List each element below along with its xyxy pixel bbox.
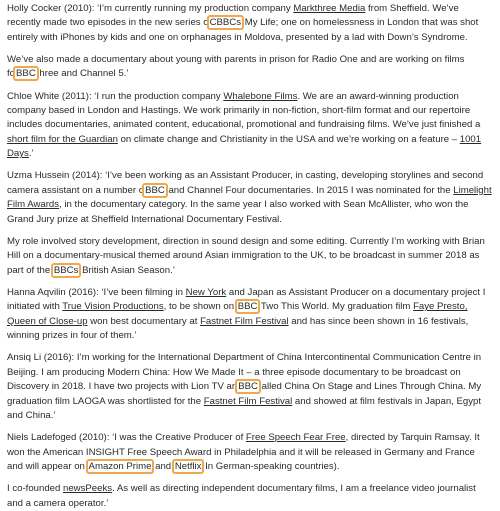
- inline-link[interactable]: short film for the Guardian: [7, 133, 118, 145]
- paragraph-text: , in the documentary category. In the same year I also worked with Sean McAllister, who won the Grand Jury prize at Sheffield International Documentary Festival.: [7, 199, 469, 225]
- paragraph-text: I co-founded: [7, 483, 64, 495]
- highlighted-term: BBC: [145, 184, 165, 196]
- paragraph-text: British Asian Season.’: [79, 264, 175, 276]
- paragraph-text: Ansiq Li (2016): I’m working for the International Department of China Intercontinental Communication Centre in Beijing. I am producing Modern China: How We Made It – a three episode documentary to be broadcast on Discovery in 2018. I have two projects with Lion TV an: [7, 352, 482, 393]
- paragraph-holly-cocker-continued: [7, 53, 493, 82]
- highlighted-term: CBBCs: [209, 17, 242, 29]
- paragraph-text: Niels Ladefoged (2010): ‘I was the Creative Producer of: [7, 432, 246, 444]
- paragraph-text: on climate change and Christianity in the USA and we’re working on a feature –: [117, 133, 460, 145]
- highlighted-term: BBC: [16, 68, 36, 80]
- paragraph-uzma-hussein: [7, 169, 493, 227]
- paragraph-text: Holly Cocker (2010): ‘I’m currently running my production company: [7, 3, 294, 14]
- paragraph-text: Chloe White (2011): ‘I run the production company: [7, 90, 224, 102]
- paragraph-ansiq-li: [7, 351, 493, 423]
- inline-link[interactable]: Whalebone Films: [223, 90, 298, 102]
- paragraph-text: and: [152, 460, 174, 472]
- highlighted-term: BBC: [238, 381, 258, 393]
- paragraph-text: and has since been shown in 16 festivals, winning prizes in four of them.’: [7, 315, 469, 342]
- paragraph-text: . We are an award-winning production company based in London and Hastings. We work primarily in non-fiction, short-film format and our repertoire includes documentaries, animated content, educational, promotional and fundraising films. We’ve just finished a: [7, 90, 481, 131]
- paragraph-text: Two This World. My graduation film: [258, 301, 414, 313]
- inline-link[interactable]: newsPeeks: [63, 483, 113, 495]
- paragraph-text: and Channel Four documentaries. In 2015 I was nominated for the: [165, 184, 454, 196]
- paragraph-text: Uzma Hussein (2014): ‘I’ve been working as an Assistant Producer, in casting, developing storylines and second camera assistant on a number o: [7, 170, 484, 196]
- paragraph-text: won best documentary at: [87, 315, 201, 327]
- highlighted-term: Amazon Prime: [88, 460, 152, 472]
- paragraph-niels-ladefoged: [7, 431, 493, 474]
- paragraph-text: In German-speaking countries).: [202, 460, 340, 472]
- inline-link[interactable]: Faye Presto, Queen of Close-up: [7, 301, 468, 327]
- inline-link[interactable]: Limelight Film Awards: [7, 184, 492, 211]
- paragraph-text: and showed at film festivals in Japan, Egypt and China.’: [7, 395, 482, 421]
- paragraph-text: Hanna Aqvilin (2016): ‘I’ve been filming in: [7, 286, 186, 298]
- inline-link[interactable]: Fastnet Film Festival: [203, 395, 293, 407]
- paragraph-text: , to be shown on: [163, 301, 237, 313]
- paragraph-chloe-white: [7, 90, 493, 162]
- paragraph-niels-ladefoged-continued: [7, 482, 493, 511]
- highlighted-term: Netflix: [174, 460, 202, 472]
- paragraph-text: hree and Channel 5.’: [36, 68, 129, 80]
- paragraph-text: We’ve also made a documentary about young with parents in prison for Radio One and are working on films fo: [7, 54, 465, 80]
- inline-link[interactable]: 1001 Days: [7, 133, 482, 160]
- highlighted-term: BBCs: [53, 264, 79, 276]
- paragraph-text: My role involved story development, direction in sound design and some editing. Currently I’m working with Brian Hill on a documentary-musical themed around Asian immigration to the UK, to be broadcast in summer 2018 as part of the: [7, 235, 485, 276]
- inline-link[interactable]: New York: [185, 286, 227, 298]
- inline-link[interactable]: True Vision Productions: [62, 301, 164, 313]
- paragraph-uzma-hussein-continued: [7, 235, 493, 278]
- paragraph-text: alled China On Stage and Lines Through China. My graduation film LAOGA was shortlisted for the: [7, 381, 482, 407]
- paragraph-text: and Japan as Assistant Producer on a documentary project I initiated with: [7, 286, 486, 313]
- paragraph-holly-cocker: [7, 2, 493, 45]
- paragraph-text: , directed by Tarquin Ramsay. It won the American INSIGHT Free Speech Award in Philadelphia and it will be released in Germany and France and will appear on: [7, 432, 480, 472]
- inline-link[interactable]: Markthree Media: [293, 3, 366, 14]
- paragraph-hanna-aqvilin: [7, 286, 493, 344]
- highlighted-term: BBC: [237, 301, 258, 313]
- inline-link[interactable]: Fastnet Film Festival: [200, 315, 289, 327]
- paragraph-text: from Sheffield. We’ve recently made two episodes in the new series o: [7, 3, 459, 29]
- paragraph-text: . As well as directing independent documentary films, I am a freelance video journalist and a camera operator.’: [7, 483, 476, 509]
- paragraph-text: My Life; one on homelessness in London that was shot entirely with iPhones by kids and one on orphanages in Moldova, presented by a lad with Down’s Syndrome.: [7, 17, 479, 43]
- inline-link[interactable]: Free Speech Fear Free: [245, 432, 346, 444]
- paragraph-text: .’: [28, 148, 34, 160]
